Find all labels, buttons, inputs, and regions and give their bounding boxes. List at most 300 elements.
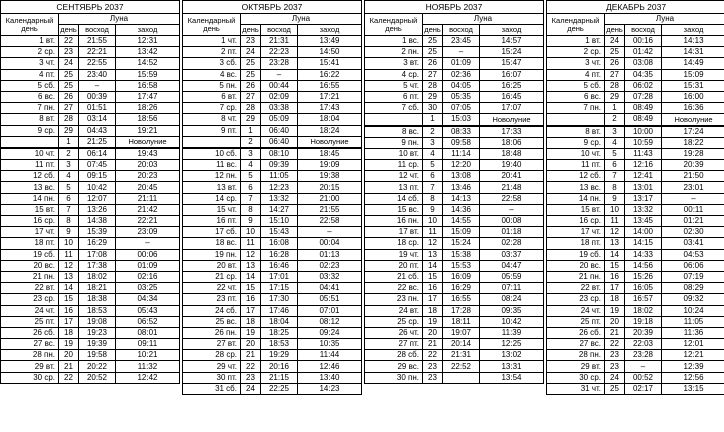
moon-day: 16 (241, 294, 261, 305)
table-row (547, 216, 724, 227)
moonrise-time: 23:28 (625, 350, 662, 361)
calendar-day: 10 чт. (1, 148, 59, 160)
calendar-day: 3 сб. (183, 58, 241, 69)
calendar-day: 1 вс. (365, 36, 423, 47)
moon-day: 1 (605, 103, 625, 114)
moon-day: 26 (423, 58, 443, 69)
header-calendar-day: Календарный день (547, 14, 605, 36)
moon-day: 10 (241, 227, 261, 238)
month-title: ОКТЯБРЬ 2037 (183, 1, 362, 14)
calendar-day: 1 чт. (183, 36, 241, 47)
moon-day: 25 (605, 383, 625, 394)
moon-day: 8 (241, 204, 261, 215)
calendar-day: 16 ср. (547, 216, 605, 227)
moonrise-time: 23:28 (261, 58, 298, 69)
moon-day: 18 (59, 327, 79, 338)
moonset-time: 20:03 (116, 160, 180, 171)
calendar-day: 25 пт. (1, 316, 59, 327)
moonrise-time: 16:55 (443, 294, 480, 305)
moonset-time: 09:35 (480, 305, 544, 316)
calendar-day: 16 пн. (365, 216, 423, 227)
moonrise-time: 01:09 (443, 58, 480, 69)
moon-day: 9 (605, 193, 625, 204)
table-row (547, 383, 724, 394)
new-moon-label: Новолуние (662, 114, 724, 126)
moonset-time: 22:58 (298, 216, 362, 227)
header-moonrise: восход (625, 25, 662, 36)
moonrise-time: 12:16 (625, 160, 662, 171)
calendar-day: 3 чт. (1, 58, 59, 69)
moonset-time: 00:04 (298, 238, 362, 249)
calendar-day: 21 пн. (1, 271, 59, 282)
moon-day: 25 (59, 69, 79, 80)
table-row (365, 216, 544, 227)
moon-day: 5 (605, 148, 625, 159)
moon-day: 25 (241, 58, 261, 69)
calendar-day: 23 пн. (365, 294, 423, 305)
calendar-day: 30 ср. (547, 372, 605, 383)
moon-day: 18 (423, 305, 443, 316)
moonset-time: 00:06 (116, 249, 180, 260)
moonset-time: 09:32 (662, 294, 724, 305)
moon-day: 22 (59, 372, 79, 383)
new-moon-label: Новолуние (298, 136, 362, 148)
calendar-day: 21 сб. (365, 271, 423, 282)
moonrise-time: 12:07 (79, 193, 116, 204)
moonrise-time: 00:39 (79, 91, 116, 102)
calendar-day: 20 вс. (547, 260, 605, 271)
new-moon-label: Новолуние (116, 136, 180, 148)
moonrise-time: 00:52 (625, 372, 662, 383)
calendar-day: 19 пн. (183, 249, 241, 260)
calendar-day: 14 сб. (365, 193, 423, 204)
moonrise-time: 09:39 (261, 160, 298, 171)
table-row (183, 249, 362, 260)
moonrise-time: 20:14 (443, 339, 480, 350)
calendar-day: 8 чт. (183, 114, 241, 125)
calendar-day: 19 сб. (547, 249, 605, 260)
moonset-time: 14:52 (116, 58, 180, 69)
moonset-time: 11:39 (480, 327, 544, 338)
table-row (1, 58, 180, 69)
moonrise-time: 14:55 (443, 216, 480, 227)
moonrise-time: 13:45 (625, 216, 662, 227)
table-row (547, 350, 724, 361)
calendar-day: 5 сб. (1, 80, 59, 91)
new-moon-row (365, 114, 544, 126)
moon-day: 25 (605, 47, 625, 58)
moonrise-time: – (443, 47, 480, 58)
calendar-day: 28 пн. (1, 350, 59, 361)
calendar-day: 25 вс. (183, 316, 241, 327)
moonrise-time: 18:53 (79, 305, 116, 316)
calendar-day: 25 пт. (547, 316, 605, 327)
moonrise-time: 10:42 (79, 182, 116, 193)
moonrise-time: 15:43 (261, 227, 298, 238)
moon-day: 14 (241, 271, 261, 282)
moonset-time: 02:16 (116, 271, 180, 282)
moonset-time: 19:40 (480, 160, 544, 171)
moon-day: 1 (241, 125, 261, 136)
moonrise-time: 11:43 (625, 148, 662, 159)
moon-day: 12 (605, 227, 625, 238)
table-row (1, 47, 180, 58)
moonset-time: 14:13 (662, 36, 724, 47)
moon-day: 8 (423, 193, 443, 204)
calendar-day: 21 пн. (547, 271, 605, 282)
new-moon-row (547, 114, 724, 126)
moonset-time: 16:00 (662, 91, 724, 102)
table-row (1, 305, 180, 316)
moon-day: 27 (59, 103, 79, 114)
moon-day: 1 (423, 114, 443, 126)
moon-day: 8 (59, 216, 79, 227)
header-moonset: заход (116, 25, 180, 36)
table-row (365, 58, 544, 69)
moonrise-time: 04:43 (79, 125, 116, 136)
moonrise-time: 15:26 (625, 271, 662, 282)
moon-day: 20 (605, 316, 625, 327)
calendar-day: 10 вт. (365, 148, 423, 159)
moonrise-time: – (261, 69, 298, 80)
moonrise-time: 03:08 (625, 58, 662, 69)
calendar-day: 7 пн. (547, 103, 605, 114)
moonset-time: 16:36 (662, 103, 724, 114)
calendar-day: 1 вт. (547, 36, 605, 47)
calendar-day: 9 ср. (547, 137, 605, 148)
calendar-day: 5 сб. (547, 80, 605, 91)
moon-day: 22 (423, 350, 443, 361)
moon-day: 6 (59, 193, 79, 204)
calendar-day: 2 ср. (1, 47, 59, 58)
calendar-day: 2 пн. (365, 47, 423, 58)
moonrise-time: 11:14 (443, 148, 480, 159)
moonset-time: 21:50 (662, 171, 724, 182)
moonrise-time: – (625, 361, 662, 372)
moonset-time: 12:42 (116, 372, 180, 383)
table-row (547, 260, 724, 271)
moonrise-time: 14:56 (625, 260, 662, 271)
month-table (182, 0, 362, 395)
moonrise-time: 07:28 (625, 91, 662, 102)
moonrise-time: 19:29 (261, 350, 298, 361)
moonrise-time: 20:16 (261, 361, 298, 372)
table-row (365, 283, 544, 294)
moonrise-time: 13:17 (625, 193, 662, 204)
moonset-time: 08:12 (298, 316, 362, 327)
calendar-day: 4 вс. (183, 69, 241, 80)
month-title: НОЯБРЬ 2037 (365, 1, 544, 14)
table-row (1, 372, 180, 383)
moonrise-time: 19:07 (443, 327, 480, 338)
moon-day: 23 (241, 36, 261, 47)
calendar-day (365, 114, 423, 126)
moonrise-time: 15:09 (443, 227, 480, 238)
table-row (183, 204, 362, 215)
moon-day: 10 (59, 238, 79, 249)
table-row (547, 182, 724, 193)
calendar-day: 29 вт. (547, 361, 605, 372)
header-moonset: заход (662, 25, 724, 36)
moonset-time: 20:15 (298, 182, 362, 193)
moonset-time: 19:09 (298, 160, 362, 171)
moonset-time: 21:11 (116, 193, 180, 204)
moonrise-time: 06:14 (79, 148, 116, 160)
calendar-day: 3 вт. (365, 58, 423, 69)
moonrise-time: 16:46 (261, 260, 298, 271)
table-row (365, 238, 544, 249)
table-row (365, 182, 544, 193)
table-row (365, 339, 544, 350)
table-row (1, 238, 180, 249)
table-row (365, 193, 544, 204)
moonrise-time: 14:13 (443, 193, 480, 204)
moonset-time: 16:45 (480, 91, 544, 102)
moon-day: 19 (59, 339, 79, 350)
table-row (365, 80, 544, 91)
moonset-time: 16:25 (480, 80, 544, 91)
table-row (547, 238, 724, 249)
moon-day: 22 (241, 361, 261, 372)
moon-day: 14 (605, 249, 625, 260)
table-row (365, 294, 544, 305)
table-row (183, 238, 362, 249)
moonset-time: 20:39 (662, 160, 724, 171)
table-row (365, 249, 544, 260)
table-row (183, 216, 362, 227)
table-row (547, 47, 724, 58)
table-row (183, 193, 362, 204)
moonset-time: 04:53 (662, 249, 724, 260)
moonrise-time: 08:49 (625, 103, 662, 114)
table-row (1, 171, 180, 182)
table-row (365, 36, 544, 47)
moon-day: 1 (59, 136, 79, 148)
moonset-time: 01:09 (116, 260, 180, 271)
calendar-day: 22 чт. (183, 283, 241, 294)
moonrise-time: 22:55 (79, 58, 116, 69)
moonset-time: 11:32 (116, 361, 180, 372)
moon-day: 29 (605, 91, 625, 102)
table-row (183, 148, 362, 160)
header-moon: Луна (605, 14, 724, 25)
table-row (365, 171, 544, 182)
table-row (183, 339, 362, 350)
moonrise-time: 15:38 (443, 249, 480, 260)
table-row (365, 126, 544, 138)
moonset-time: 01:18 (480, 227, 544, 238)
calendar-day: 7 ср. (183, 103, 241, 114)
moonset-time: 13:31 (480, 361, 544, 372)
moonrise-time: 20:22 (79, 361, 116, 372)
moon-day: 23 (605, 361, 625, 372)
table-row (547, 327, 724, 338)
moon-day: 23 (423, 372, 443, 383)
moonset-time: 13:54 (480, 372, 544, 383)
table-row (365, 148, 544, 159)
table-row (183, 327, 362, 338)
calendar-day: 23 ср. (547, 294, 605, 305)
table-row (1, 327, 180, 338)
table-row (1, 160, 180, 171)
moonset-time: 19:43 (116, 148, 180, 160)
moon-day: 2 (241, 136, 261, 148)
calendar-day: 22 вт. (547, 283, 605, 294)
calendar-day: 18 ср. (365, 238, 423, 249)
table-row (365, 305, 544, 316)
calendar-day: 26 сб. (1, 327, 59, 338)
calendar-day: 8 вт. (1, 114, 59, 125)
calendar-day: 9 ср. (1, 125, 59, 136)
calendar-day (183, 136, 241, 148)
table-row (183, 160, 362, 171)
table-row (365, 327, 544, 338)
table-row (547, 80, 724, 91)
table-row (547, 193, 724, 204)
moon-day: 28 (423, 80, 443, 91)
moonrise-time: 06:02 (625, 80, 662, 91)
moonset-time: 18:04 (298, 114, 362, 125)
calendar-day: 27 вс. (1, 339, 59, 350)
moon-day: 9 (59, 227, 79, 238)
calendar-day: 12 чт. (365, 171, 423, 182)
moon-day: 4 (605, 137, 625, 148)
moonset-time: 08:24 (480, 294, 544, 305)
header-moon: Луна (241, 14, 362, 25)
moonrise-time: 14:33 (625, 249, 662, 260)
moonrise-time: 19:39 (79, 339, 116, 350)
moonrise-time: 13:01 (625, 182, 662, 193)
moonrise-time: 00:44 (261, 80, 298, 91)
moonset-time: 21:42 (116, 204, 180, 215)
table-row (547, 91, 724, 102)
moonrise-time: 14:27 (261, 204, 298, 215)
table-row (1, 249, 180, 260)
calendar-day: 15 вт. (547, 204, 605, 215)
table-row (183, 316, 362, 327)
moonset-time: 15:09 (662, 69, 724, 80)
moon-day: 19 (423, 316, 443, 327)
moonrise-time: 20:39 (625, 327, 662, 338)
header-moon-day: день (606, 25, 623, 35)
calendar-day: 11 ср. (365, 160, 423, 171)
moonset-time: 21:55 (298, 204, 362, 215)
moonrise-time: 03:14 (79, 114, 116, 125)
table-row (365, 271, 544, 282)
moonset-time: 09:24 (298, 327, 362, 338)
calendar-day: 24 чт. (547, 305, 605, 316)
moonrise-time: 17:01 (261, 271, 298, 282)
moonset-time: 19:21 (116, 125, 180, 136)
calendar-day (547, 114, 605, 126)
table-row (547, 294, 724, 305)
calendar-day: 29 чт. (183, 361, 241, 372)
table-row (547, 171, 724, 182)
moon-day: 3 (59, 160, 79, 171)
table-row (547, 249, 724, 260)
table-row (365, 69, 544, 80)
moonset-time: 18:22 (662, 137, 724, 148)
header-moon-day: день (60, 25, 77, 35)
table-row (547, 283, 724, 294)
table-row (1, 294, 180, 305)
moonset-time: 15:31 (662, 80, 724, 91)
table-row (1, 36, 180, 47)
calendar-day: 13 вс. (1, 182, 59, 193)
moon-day: 7 (241, 193, 261, 204)
table-row (547, 339, 724, 350)
table-row (1, 271, 180, 282)
moonset-time: 22:21 (116, 216, 180, 227)
moonset-time: 02:28 (480, 238, 544, 249)
moonrise-time: 17:08 (79, 249, 116, 260)
calendar-day: 13 пт. (365, 182, 423, 193)
table-row (1, 193, 180, 204)
table-row (365, 204, 544, 215)
moon-day: 24 (605, 372, 625, 383)
calendar-day: 11 пт. (1, 160, 59, 171)
moon-day: 27 (241, 91, 261, 102)
moon-day: 21 (59, 361, 79, 372)
calendar-day: 24 чт. (1, 305, 59, 316)
table-row (1, 103, 180, 114)
table-row (1, 227, 180, 238)
moon-day: 11 (241, 238, 261, 249)
calendar-day: 31 чт. (547, 383, 605, 394)
moonrise-time: 02:36 (443, 69, 480, 80)
moon-day: 16 (59, 305, 79, 316)
moonset-time: 00:11 (662, 204, 724, 215)
header-calendar-day: Календарный день (1, 14, 59, 36)
table-row (547, 137, 724, 148)
calendar-day: 10 сб. (183, 148, 241, 160)
calendar-day: 29 вс. (365, 361, 423, 372)
moonset-time: 10:42 (480, 316, 544, 327)
calendar-day: 26 чт. (365, 327, 423, 338)
moonrise-time: 12:20 (443, 160, 480, 171)
moon-day: 22 (605, 339, 625, 350)
moonrise-time: 09:15 (79, 171, 116, 182)
moonrise-time: 18:21 (79, 283, 116, 294)
table-row (547, 148, 724, 159)
calendar-day: 12 сб. (1, 171, 59, 182)
calendar-day: 18 пт. (1, 238, 59, 249)
calendar-day: 9 пт. (183, 125, 241, 136)
moon-day: 20 (423, 327, 443, 338)
table-row (365, 350, 544, 361)
moon-day: 5 (241, 171, 261, 182)
table-row (183, 125, 362, 136)
calendar-day: 2 ср. (547, 47, 605, 58)
table-row (1, 80, 180, 91)
moonrise-time: 10:59 (625, 137, 662, 148)
moonrise-time: 21:25 (79, 136, 116, 148)
table-row (183, 350, 362, 361)
calendar-day: 14 пн. (547, 193, 605, 204)
moon-day: 12 (59, 260, 79, 271)
calendar-day: 11 вс. (183, 160, 241, 171)
moonset-time: 19:28 (662, 148, 724, 159)
moonset-time: 14:31 (662, 47, 724, 58)
moonrise-time: 00:16 (625, 36, 662, 47)
table-row (1, 182, 180, 193)
moonrise-time: 01:51 (79, 103, 116, 114)
moonset-time: 14:23 (298, 383, 362, 394)
moonset-time: 04:47 (480, 260, 544, 271)
moonset-time: 13:40 (298, 372, 362, 383)
calendar-day: 15 чт. (183, 204, 241, 215)
moon-day: 24 (605, 36, 625, 47)
